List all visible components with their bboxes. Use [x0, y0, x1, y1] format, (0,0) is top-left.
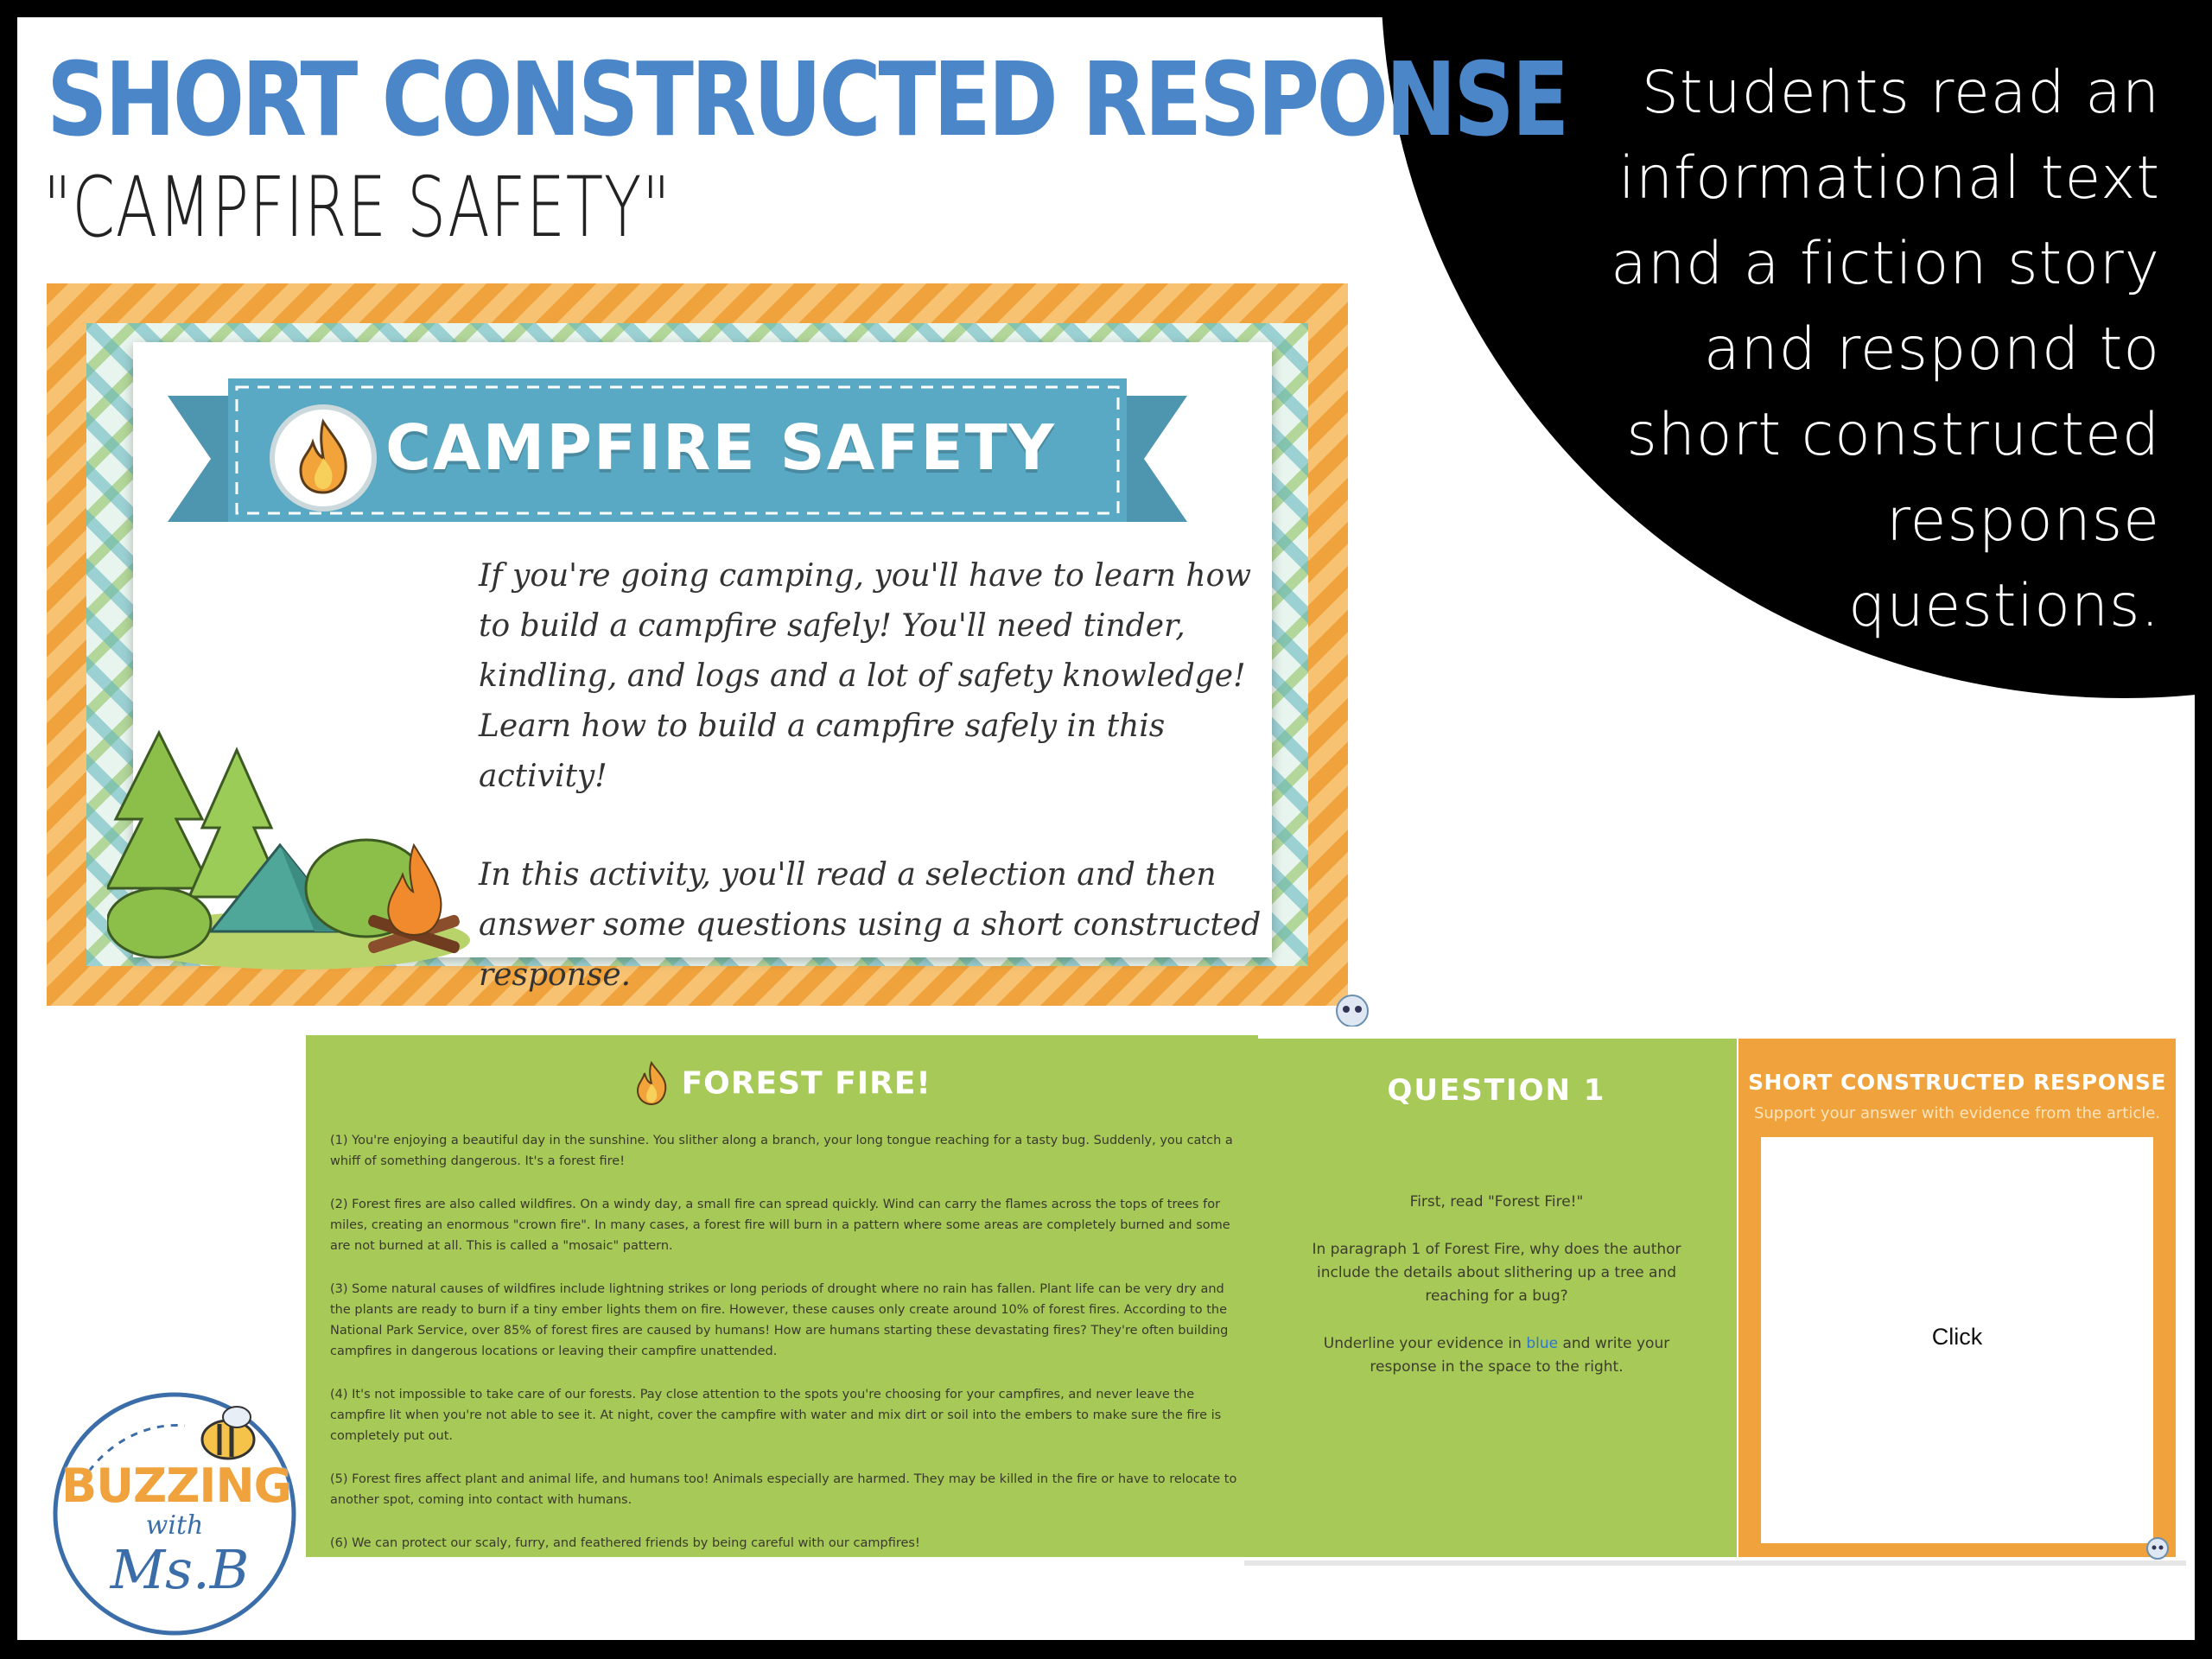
forest-fire-slide: [306, 1035, 1258, 1557]
description-line: questions.: [1848, 572, 2160, 640]
question-instruction: First, read "Forest Fire!": [1409, 1193, 1584, 1211]
flame-icon: [275, 410, 372, 506]
direction-text: Underline your evidence in: [1323, 1335, 1527, 1352]
description-line: informational text: [1618, 144, 2160, 213]
page-subtitle: "CAMPFIRE SAFETY": [43, 159, 671, 256]
article-paragraph: (3) Some natural causes of wildfires include lightning strikes or long periods of drought where no rain has fallen. Plant life can be very dry and the plants are ready to burn if a tiny ember lights them on fire. However, these causes only create around 10% of forest fires. According to the National Park Service, over 85% of forest fires are caused by humans! How are humans starting these devastating fires? They're often building campfires in dangerous locations or leaving their campfire unattended.: [330, 1282, 1229, 1358]
article-paragraph: (5) Forest fires affect plant and animal life, and humans too! Animals especially are harmed. They may be killed in the fire or have to relocate to another spot, coming into contact with humans.: [330, 1472, 1237, 1507]
response-text-box[interactable]: [1761, 1137, 2153, 1543]
brand-with-text: with: [145, 1510, 204, 1541]
direction-blue-word: blue: [1526, 1335, 1559, 1352]
brand-buzzing-text: BUZZING: [61, 1459, 291, 1513]
article-paragraph: (1) You're enjoying a beautiful day in the sunshine. You slither along a branch, your long tongue reaching for a tasty bug. Suddenly, you catch a whiff of something dangerous. It's a forest fire!: [330, 1134, 1233, 1168]
owl-logo-icon: [1329, 992, 1376, 1027]
owl-logo-icon: [2143, 1535, 2172, 1560]
forest-fire-article: [330, 1130, 1237, 1576]
description-text: [1555, 50, 2160, 649]
title-slide-preview: [47, 283, 1348, 1006]
forest-fire-header: [306, 1061, 1258, 1106]
response-panel: [1738, 1039, 2176, 1557]
direction-text: and write your response in the space to the right.: [1370, 1335, 1670, 1376]
question-body: [1291, 1191, 1702, 1403]
response-title: SHORT CONSTRUCTED RESPONSE: [1747, 1070, 2167, 1095]
page-title: SHORT CONSTRUCTED RESPONSE: [47, 40, 1567, 159]
intro-text: [479, 551, 1274, 1049]
description-line: response: [1886, 486, 2160, 555]
question-title: QUESTION 1: [1387, 1073, 1606, 1108]
forest-fire-title: FOREST FIRE!: [681, 1065, 931, 1102]
description-line: Students read an: [1641, 59, 2160, 127]
article-paragraph: (6) We can protect our scaly, furry, and feathered friends by being careful with our campfires!: [330, 1536, 920, 1550]
description-line: and respond to: [1703, 315, 2160, 384]
article-paragraph: (4) It's not impossible to take care of our forests. Pay close attention to the spots you're choosing for your campfires, and never leave the campfire lit when you're not able to see it. At night, cover the campfire with water and mix dirt or soil into the embers to make sure the fire is completely put out.: [330, 1388, 1222, 1443]
brand-name-text: Ms.B: [110, 1538, 250, 1601]
slide-shadow: [1244, 1560, 2186, 1566]
response-subtitle: Support your answer with evidence from the article.: [1753, 1104, 2161, 1122]
description-line: short constructed: [1626, 401, 2160, 469]
intro-paragraph: In this activity, you'll read a selection and then answer some questions using a short constructed response.: [479, 857, 1262, 993]
flame-icon: [632, 1061, 671, 1106]
click-label[interactable]: Click: [1931, 1324, 1983, 1350]
banner-title: CAMPFIRE SAFETY: [385, 411, 1056, 484]
question-prompt: In paragraph 1 of Forest Fire, why does the author include the details about slithering up a tree and reaching for a bug?: [1312, 1241, 1681, 1305]
flame-badge: [270, 404, 377, 512]
question-direction: [1291, 1332, 1702, 1379]
description-line: and a fiction story: [1611, 230, 2160, 298]
article-paragraph: (2) Forest fires are also called wildfires. On a windy day, a small fire can spread quickly. Wind can carry the flames across the tops of trees for miles, creating an enormous "crown fire". In many cases, a forest fire will burn in a pattern where some areas are completely burned and some are not burned at all. This is called a "mosaic" pattern.: [330, 1198, 1230, 1253]
intro-paragraph: If you're going camping, you'll have to learn how to build a campfire safely! You'll need tinder, kindling, and logs and a lot of safety knowledge! Learn how to build a campfire safely in this activity!: [479, 558, 1252, 794]
question-panel: [1256, 1039, 1737, 1557]
camping-illustration: [107, 715, 487, 975]
content-area: [17, 17, 2195, 1640]
